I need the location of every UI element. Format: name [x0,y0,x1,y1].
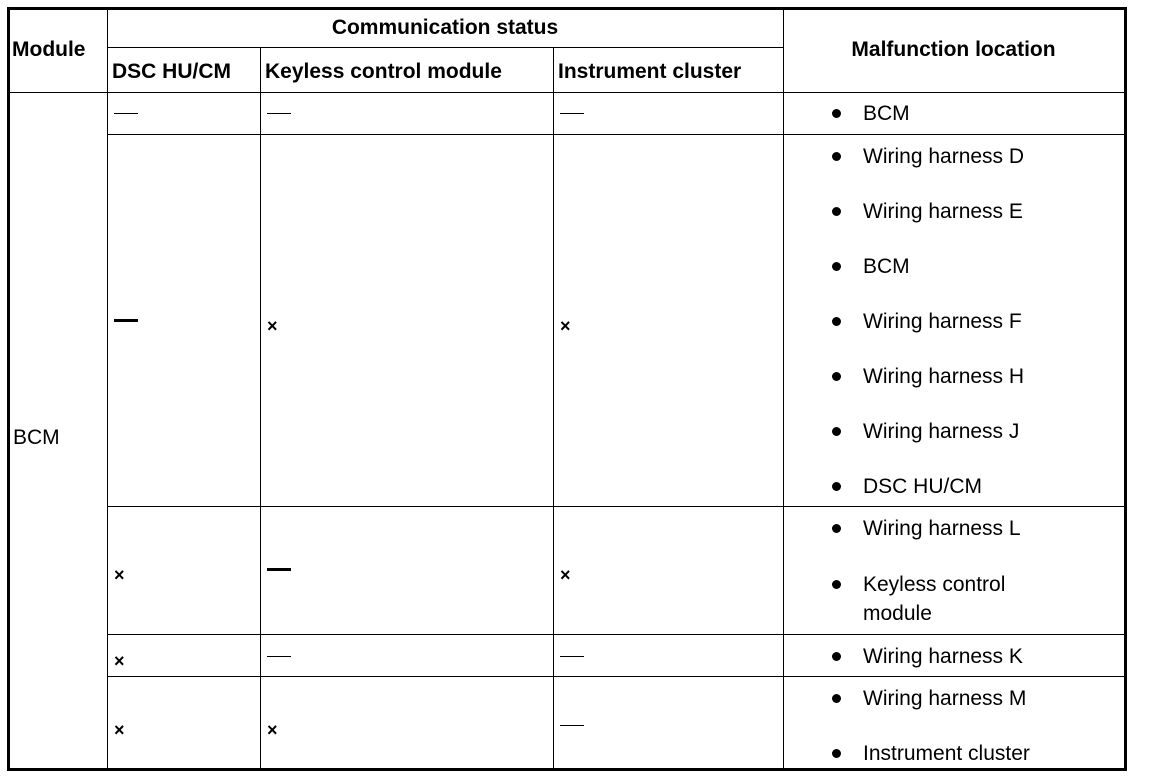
bullet-icon [832,482,841,491]
status-cross-instrument-row3: × [560,565,571,585]
bullet-icon [832,694,841,703]
bullet-icon [832,749,841,758]
bullet-icon [832,317,841,326]
status-dash-keyless-row1 [267,113,291,114]
bullet-icon [832,207,841,216]
bullet-icon [832,152,841,161]
status-cross-keyless-row5: × [267,720,278,740]
location-text: Instrument cluster [863,742,1030,765]
bullet-icon [832,524,841,533]
location-text: Wiring harness M [863,687,1027,710]
status-cross-instrument-row2: × [560,316,571,336]
communication-status-table [7,7,1127,771]
status-cross-dsc-row4: × [114,651,125,671]
header-malfunction-location: Malfunction location [851,38,1056,61]
status-cross-dsc-row5: × [114,720,125,740]
status-dash-keyless-row4 [267,656,291,657]
bullet-icon [832,427,841,436]
header-bottom-line [10,92,1124,93]
location-text: BCM [863,102,910,125]
location-text: Keyless control [863,573,1006,596]
bullet-icon [832,262,841,271]
status-dash-instrument-row1 [560,113,584,114]
bullet-icon [832,372,841,381]
status-dash-dsc-row2 [114,319,138,322]
location-text: BCM [863,255,910,278]
location-text: Wiring harness F [863,310,1022,333]
header-module: Module [12,38,86,61]
col-divider-module [107,10,108,768]
module-name-bcm: BCM [13,426,60,449]
bullet-icon [832,109,841,118]
location-text: Wiring harness J [863,420,1020,443]
bullet-icon [832,652,841,661]
header-instrument-cluster: Instrument cluster [558,60,742,83]
bullet-icon [832,580,841,589]
status-dash-dsc-row1 [114,113,138,114]
location-text: Wiring harness D [863,145,1025,168]
col-divider-keyless [553,47,554,768]
status-dash-keyless-row3 [267,568,291,571]
location-text: module [863,602,932,625]
col-divider-instrument [783,10,784,768]
header-dsc-hu-cm: DSC HU/CM [112,60,231,83]
location-text: Wiring harness H [863,365,1025,388]
header-divider-line [107,47,783,48]
location-text: DSC HU/CM [863,475,982,498]
location-text: Wiring harness K [863,645,1023,668]
location-text: Wiring harness L [863,517,1021,540]
status-cross-dsc-row3: × [114,565,125,585]
header-communication-status: Communication status [331,16,559,39]
col-divider-dsc [260,47,261,768]
status-dash-instrument-row4 [560,656,584,657]
status-dash-instrument-row5 [560,725,584,726]
location-text: Wiring harness E [863,200,1023,223]
status-cross-keyless-row2: × [267,316,278,336]
header-keyless-control-module: Keyless control module [265,60,502,83]
